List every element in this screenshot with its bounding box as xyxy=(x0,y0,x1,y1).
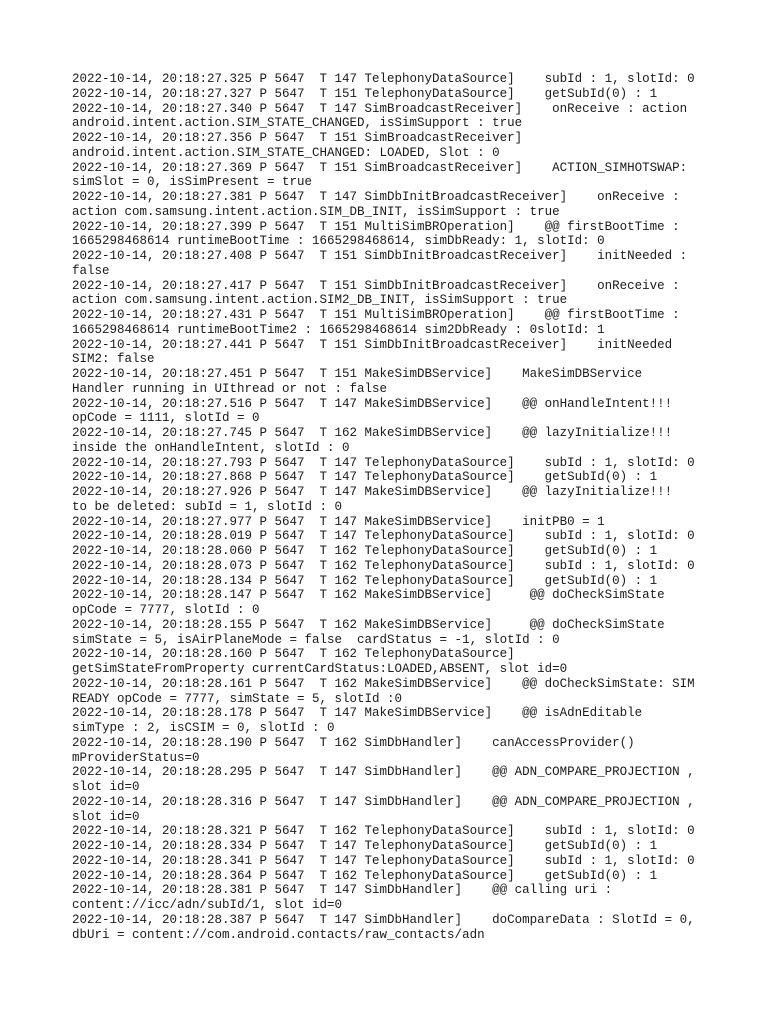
log-line: 2022-10-14, 20:18:28.387 P 5647 T 147 SimDbHandler] doCompareData : SlotId = 0, xyxy=(72,912,695,927)
log-line: opCode = 1111, slotId = 0 xyxy=(72,411,260,426)
log-line: 2022-10-14, 20:18:28.295 P 5647 T 147 SimDbHandler] @@ ADN_COMPARE_PROJECTION , xyxy=(72,765,695,780)
log-line: 2022-10-14, 20:18:28.073 P 5647 T 162 TelephonyDataSource] subId : 1, slotId: 0 xyxy=(72,558,695,573)
log-line: inside the onHandleIntent, slotId : 0 xyxy=(72,440,350,455)
log-line: 2022-10-14, 20:18:28.316 P 5647 T 147 SimDbHandler] @@ ADN_COMPARE_PROJECTION , xyxy=(72,794,695,809)
log-document xyxy=(72,72,712,942)
log-line: 2022-10-14, 20:18:28.160 P 5647 T 162 TelephonyDataSource] xyxy=(72,647,515,662)
log-line: 2022-10-14, 20:18:28.321 P 5647 T 162 TelephonyDataSource] subId : 1, slotId: 0 xyxy=(72,824,695,839)
log-line: false xyxy=(72,263,110,278)
log-line: 2022-10-14, 20:18:27.516 P 5647 T 147 MakeSimDBService] @@ onHandleIntent!!! xyxy=(72,396,673,411)
log-line: 2022-10-14, 20:18:28.134 P 5647 T 162 TelephonyDataSource] getSubId(0) : 1 xyxy=(72,573,658,588)
log-line: 2022-10-14, 20:18:27.325 P 5647 T 147 TelephonyDataSource] subId : 1, slotId: 0 xyxy=(72,72,695,86)
log-line: 2022-10-14, 20:18:27.793 P 5647 T 147 TelephonyDataSource] subId : 1, slotId: 0 xyxy=(72,455,695,470)
log-line: getSimStateFromProperty currentCardStatus:LOADED,ABSENT, slot id=0 xyxy=(72,662,568,676)
log-line: READY opCode = 7777, simState = 5, slotId :0 xyxy=(72,691,403,706)
log-line: slot id=0 xyxy=(72,780,140,794)
log-line: opCode = 7777, slotId : 0 xyxy=(72,603,260,617)
log-line: 1665298468614 runtimeBootTime2 : 1665298468614 sim2DbReady : 0slotId: 1 xyxy=(72,322,605,337)
log-line: 2022-10-14, 20:18:28.161 P 5647 T 162 MakeSimDBService] @@ doCheckSimState: SIM xyxy=(72,676,695,691)
log-line: 2022-10-14, 20:18:27.451 P 5647 T 151 MakeSimDBService] MakeSimDBService xyxy=(72,367,643,381)
log-line: 2022-10-14, 20:18:27.327 P 5647 T 151 TelephonyDataSource] getSubId(0) : 1 xyxy=(72,86,658,101)
log-line: 2022-10-14, 20:18:27.399 P 5647 T 151 MultiSimBROperation] @@ firstBootTime : xyxy=(72,219,680,234)
log-line: slot id=0 xyxy=(72,809,140,824)
log-line: SIM2: false xyxy=(72,352,155,367)
log-line: Handler running in UIthread or not : false xyxy=(72,381,388,396)
log-line: 2022-10-14, 20:18:28.334 P 5647 T 147 TelephonyDataSource] getSubId(0) : 1 xyxy=(72,839,658,853)
log-line: 2022-10-14, 20:18:27.868 P 5647 T 147 TelephonyDataSource] getSubId(0) : 1 xyxy=(72,470,658,485)
log-line: to be deleted: subId = 1, slotId : 0 xyxy=(72,499,343,514)
log-line: dbUri = content://com.android.contacts/raw_contacts/adn xyxy=(72,927,485,942)
log-line: 2022-10-14, 20:18:28.060 P 5647 T 162 TelephonyDataSource] getSubId(0) : 1 xyxy=(72,544,658,558)
log-line: 2022-10-14, 20:18:27.381 P 5647 T 147 SimDbInitBroadcastReceiver] onReceive : xyxy=(72,190,680,204)
log-line: 2022-10-14, 20:18:28.147 P 5647 T 162 MakeSimDBService] @@ doCheckSimState xyxy=(72,588,665,603)
log-line: 2022-10-14, 20:18:28.019 P 5647 T 147 TelephonyDataSource] subId : 1, slotId: 0 xyxy=(72,529,695,544)
log-line: 2022-10-14, 20:18:27.977 P 5647 T 147 MakeSimDBService] initPB0 = 1 xyxy=(72,514,605,529)
log-line: 2022-10-14, 20:18:27.356 P 5647 T 151 SimBroadcastReceiver] xyxy=(72,131,523,145)
log-line: action com.samsung.intent.action.SIM_DB_INIT, isSimSupport : true xyxy=(72,204,560,219)
log-line: 2022-10-14, 20:18:28.155 P 5647 T 162 MakeSimDBService] @@ doCheckSimState xyxy=(72,617,665,632)
log-line: 2022-10-14, 20:18:27.417 P 5647 T 151 SimDbInitBroadcastReceiver] onReceive : xyxy=(72,278,680,293)
log-line: 2022-10-14, 20:18:27.431 P 5647 T 151 MultiSimBROperation] @@ firstBootTime : xyxy=(72,308,680,322)
log-line: 2022-10-14, 20:18:28.190 P 5647 T 162 SimDbHandler] canAccessProvider() xyxy=(72,735,635,750)
log-line: action com.samsung.intent.action.SIM2_DB_INIT, isSimSupport : true xyxy=(72,293,568,308)
log-line: 2022-10-14, 20:18:28.341 P 5647 T 147 TelephonyDataSource] subId : 1, slotId: 0 xyxy=(72,853,695,868)
log-line: simState = 5, isAirPlaneMode = false cardStatus = -1, slotId : 0 xyxy=(72,632,560,647)
log-line: 2022-10-14, 20:18:27.369 P 5647 T 151 SimBroadcastReceiver] ACTION_SIMHOTSWAP: xyxy=(72,160,688,175)
log-line: simSlot = 0, isSimPresent = true xyxy=(72,175,313,190)
log-line: 2022-10-14, 20:18:27.926 P 5647 T 147 MakeSimDBService] @@ lazyInitialize!!! xyxy=(72,485,673,499)
log-line: 2022-10-14, 20:18:27.745 P 5647 T 162 MakeSimDBService] @@ lazyInitialize!!! xyxy=(72,426,673,440)
log-line: 1665298468614 runtimeBootTime : 1665298468614, simDbReady: 1, slotId: 0 xyxy=(72,234,605,249)
log-line: android.intent.action.SIM_STATE_CHANGED, isSimSupport : true xyxy=(72,116,523,131)
log-line: 2022-10-14, 20:18:27.441 P 5647 T 151 SimDbInitBroadcastReceiver] initNeeded xyxy=(72,337,673,352)
log-line: 2022-10-14, 20:18:27.408 P 5647 T 151 SimDbInitBroadcastReceiver] initNeeded : xyxy=(72,249,688,263)
log-line: content://icc/adn/subId/1, slot id=0 xyxy=(72,898,343,912)
log-line: 2022-10-14, 20:18:28.381 P 5647 T 147 SimDbHandler] @@ calling uri : xyxy=(72,883,613,898)
log-line: mProviderStatus=0 xyxy=(72,750,200,765)
log-line: simType : 2, isCSIM = 0, slotId : 0 xyxy=(72,721,335,735)
log-line: 2022-10-14, 20:18:27.340 P 5647 T 147 SimBroadcastReceiver] onReceive : action xyxy=(72,101,688,116)
log-line: 2022-10-14, 20:18:28.178 P 5647 T 147 MakeSimDBService] @@ isAdnEditable xyxy=(72,706,643,721)
log-line: android.intent.action.SIM_STATE_CHANGED: LOADED, Slot : 0 xyxy=(72,145,500,160)
log-line: 2022-10-14, 20:18:28.364 P 5647 T 162 TelephonyDataSource] getSubId(0) : 1 xyxy=(72,868,658,883)
